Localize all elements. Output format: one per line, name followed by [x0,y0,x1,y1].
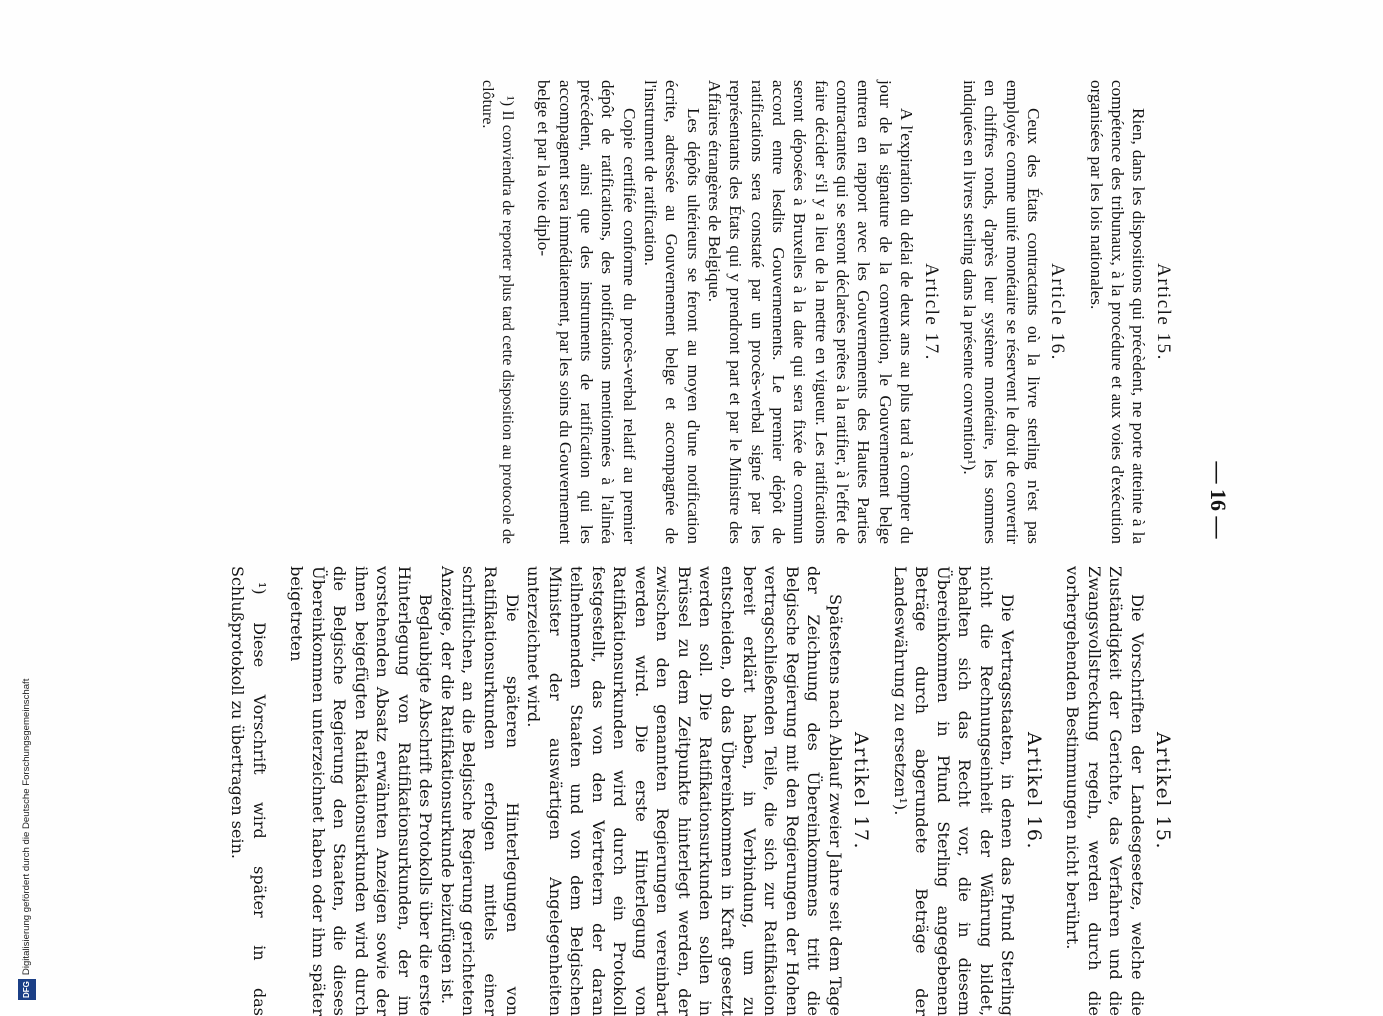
article-heading: Article 16. [1047,263,1069,361]
paragraph: Rien, dans les dispositions qui précèdent, ne porte atteinte à la compétence des tribunaux, à la procédure et aux voies d'exécution organisées par les lois nationales. [1086,80,1149,544]
article-heading: Artikel 16. [1022,731,1045,851]
article-17-fr [533,80,942,544]
paragraph: Die späteren Hinterlegungen von Ratifikationsurkunden erfolgen mittels einer schriftlichen, an die Belgische Regierung gerichteten Anzeige, der die Ratifikationsurkunde beizufügen ist. [437,566,522,1016]
paragraph: Die Vertragsstaaten, in denen das Pfund Sterling nicht die Rechnungseinheit der Währung bildet, behalten sich das Recht vor, die in diesem Übereinkommen in Pfund Sterling angegebenen Beträge durch abgerundete Beträge der Landeswährung zu ersetzen¹). [890,566,1018,1016]
digitization-credit [0,0,32,1000]
article-16-de [889,566,1046,1016]
article-heading: Article 15. [1153,263,1174,361]
german-column [227,566,1183,1016]
article-heading: Artikel 17. [850,731,872,851]
article-15-de [1062,566,1175,1016]
footnote-fr [478,80,518,544]
page-number: — 16 — [1206,461,1231,539]
article-15-fr [1085,80,1175,544]
article-heading: Artikel 15. [1152,731,1174,851]
credit-text: Digitalisierung gefördert durch die Deutsche Forschungsgemeinschaft [21,678,32,976]
paragraph: Die Vorschriften der Landesgesetze, welche die Zuständigkeit der Gerichte, das Verfahren und die Zwangsvollstreckung regeln, werden durch die vorhergehenden Bestimmungen nicht berührt. [1063,566,1147,1016]
footnote-de [227,566,270,1016]
dfg-logo-icon: DFG [18,979,36,1000]
paragraph: Spätestens nach Ablauf zweier Jahre seit dem Tage der Zeichnung des Übereinkommens tritt die Belgische Regierung mit den Regierungen der Hohen vertragschließenden Teile, die sich zur Ratifikation bereit erklärt haben, in Verbindung, um zu entscheiden, ob das Übereinkommen in Kraft gesetzt werden soll. Die Ratifikationsurkunden sollen in Brüssel zu dem Zeitpunkte hinterlegt werden, der zwischen den genannten Regierungen vereinbart werden wird. Die erste Hinterlegung von Ratifikationsurkunden wird durch ein Protokoll festgestellt, das von den Vertretern der daran teilnehmenden Staaten und von dem Belgischen Minister der auswärtigen Angelegenheiten unterzeichnet wird. [524,566,845,1016]
article-16-fr [959,80,1070,544]
french-column [478,80,1184,544]
article-17-de [286,566,873,1016]
paragraph: Copie certifiée conforme du procès-verbal relatif au premier dépôt de ratifications, des notifications mentionnées à l'alinéa précédent, ainsi que des instruments de ratification qui les accompagnent sera immédiatement, par les soins du Gouvernement belge et par la voie diplo- [534,80,639,544]
article-heading: Article 17. [920,263,942,361]
paragraph: Beglaubigte Abschrift des Protokolls über die erste Hinterlegung von Ratifikationsurkunden, der im vorstehenden Absatz erwähnten Anzeigen sowie der ihnen beigefügten Ratifikationsurkunden wird durch die Belgische Regierung den Staaten, die dieses Übereinkommen unterzeichnet haben oder ihm später beigetreten [287,566,436,1016]
footnote-text: ¹) Diese Vorschrift wird später in das Schlußprotokoll zu übertragen sein. [228,566,269,1016]
footnote-text: ¹) Il conviendra de reporter plus tard cette disposition au protocole de clôture. [479,80,517,544]
paragraph: Les dépôts ultérieurs se feront au moyen d'une notification écrite, adressée au Gouvernement belge et accompagnée de l'instrument de ratification. [641,80,703,544]
paragraph: Ceux des États contractants où la livre sterling n'est pas employée comme unité monétaire se réservent le droit de convertir en chiffres ronds, d'après leur système monétaire, les sommes indiquées en livres sterling dans la présente convention¹). [959,80,1043,544]
paragraph: A l'expiration du délai de deux ans au plus tard à compter du jour de la signature de la convention, le Gouvernement belge entrera en rapport avec les Gouvernements des Hautes Parties contractantes qui se seront déclarées prêtes à la ratifier, à l'effet de faire décider s'il y a lieu de la mettre en vigueur. Les ratifications seront déposées à Bruxelles à la date qui sera fixée de commun accord entre lesdits Gouvernements. Le premier dépôt de ratifications sera constaté par un procès-verbal signé par les représentants des États qui y prendront part et par le Ministre des Affaires étrangères de Belgique. [705,80,917,544]
